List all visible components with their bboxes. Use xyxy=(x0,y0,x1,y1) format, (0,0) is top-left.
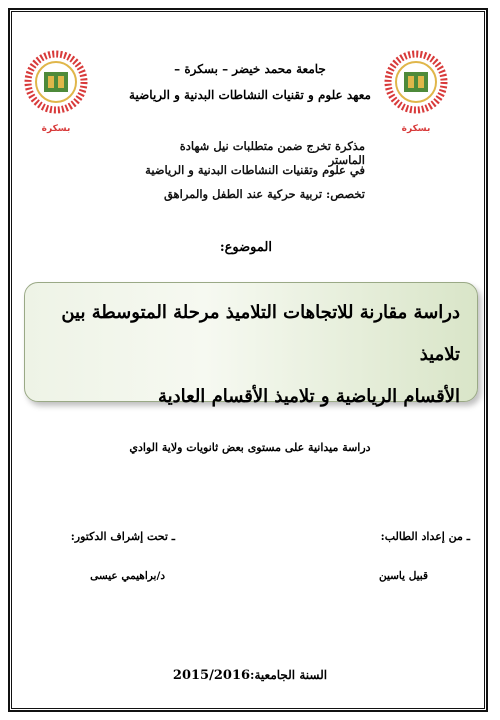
svg-text:بسكرة: بسكرة xyxy=(401,124,431,134)
supervisor-name: د/براهيمي عيسى xyxy=(90,570,165,582)
subject-label: الموضوع: xyxy=(219,240,272,255)
thesis-title xyxy=(30,292,460,418)
academic-year xyxy=(160,668,340,683)
academic-year-label: السنة الجامعية: xyxy=(250,668,328,682)
svg-text:بسكرة: بسكرة xyxy=(41,124,71,134)
prepared-by-label: ـ من إعداد الطالب: xyxy=(380,530,470,543)
academic-year-value: 2015/2016 xyxy=(172,668,251,683)
memo-line-field: في علوم وتقنيات النشاطات البدنية و الرياضية xyxy=(145,163,365,177)
university-name: جامعة محمد خيضر – بسكرة – xyxy=(174,62,326,76)
field-study-note: دراسة ميدانية على مستوى بعض ثانويات ولاية الوادي xyxy=(129,441,371,454)
university-logo-icon xyxy=(20,42,92,150)
thesis-title-line2: الأقسام الرياضية و تلاميذ الأقسام العادية xyxy=(157,386,460,407)
student-name: قبيل ياسين xyxy=(378,570,428,582)
memo-line-degree: مذكرة تخرج ضمن متطلبات نيل شهادة الماستر xyxy=(179,139,365,167)
thesis-title-line1: دراسة مقارنة للاتجاهات التلاميذ مرحلة المتوسطة بين تلاميذ xyxy=(61,302,460,365)
memo-line-specialty: تخصص: تربية حركية عند الطفل والمراهق xyxy=(163,187,365,201)
institute-name: معهد علوم و تقنيات النشاطات البدنية و الرياضية xyxy=(129,88,371,102)
supervisor-label: ـ تحت إشراف الدكتور: xyxy=(70,530,175,543)
university-logo-left xyxy=(20,42,92,150)
